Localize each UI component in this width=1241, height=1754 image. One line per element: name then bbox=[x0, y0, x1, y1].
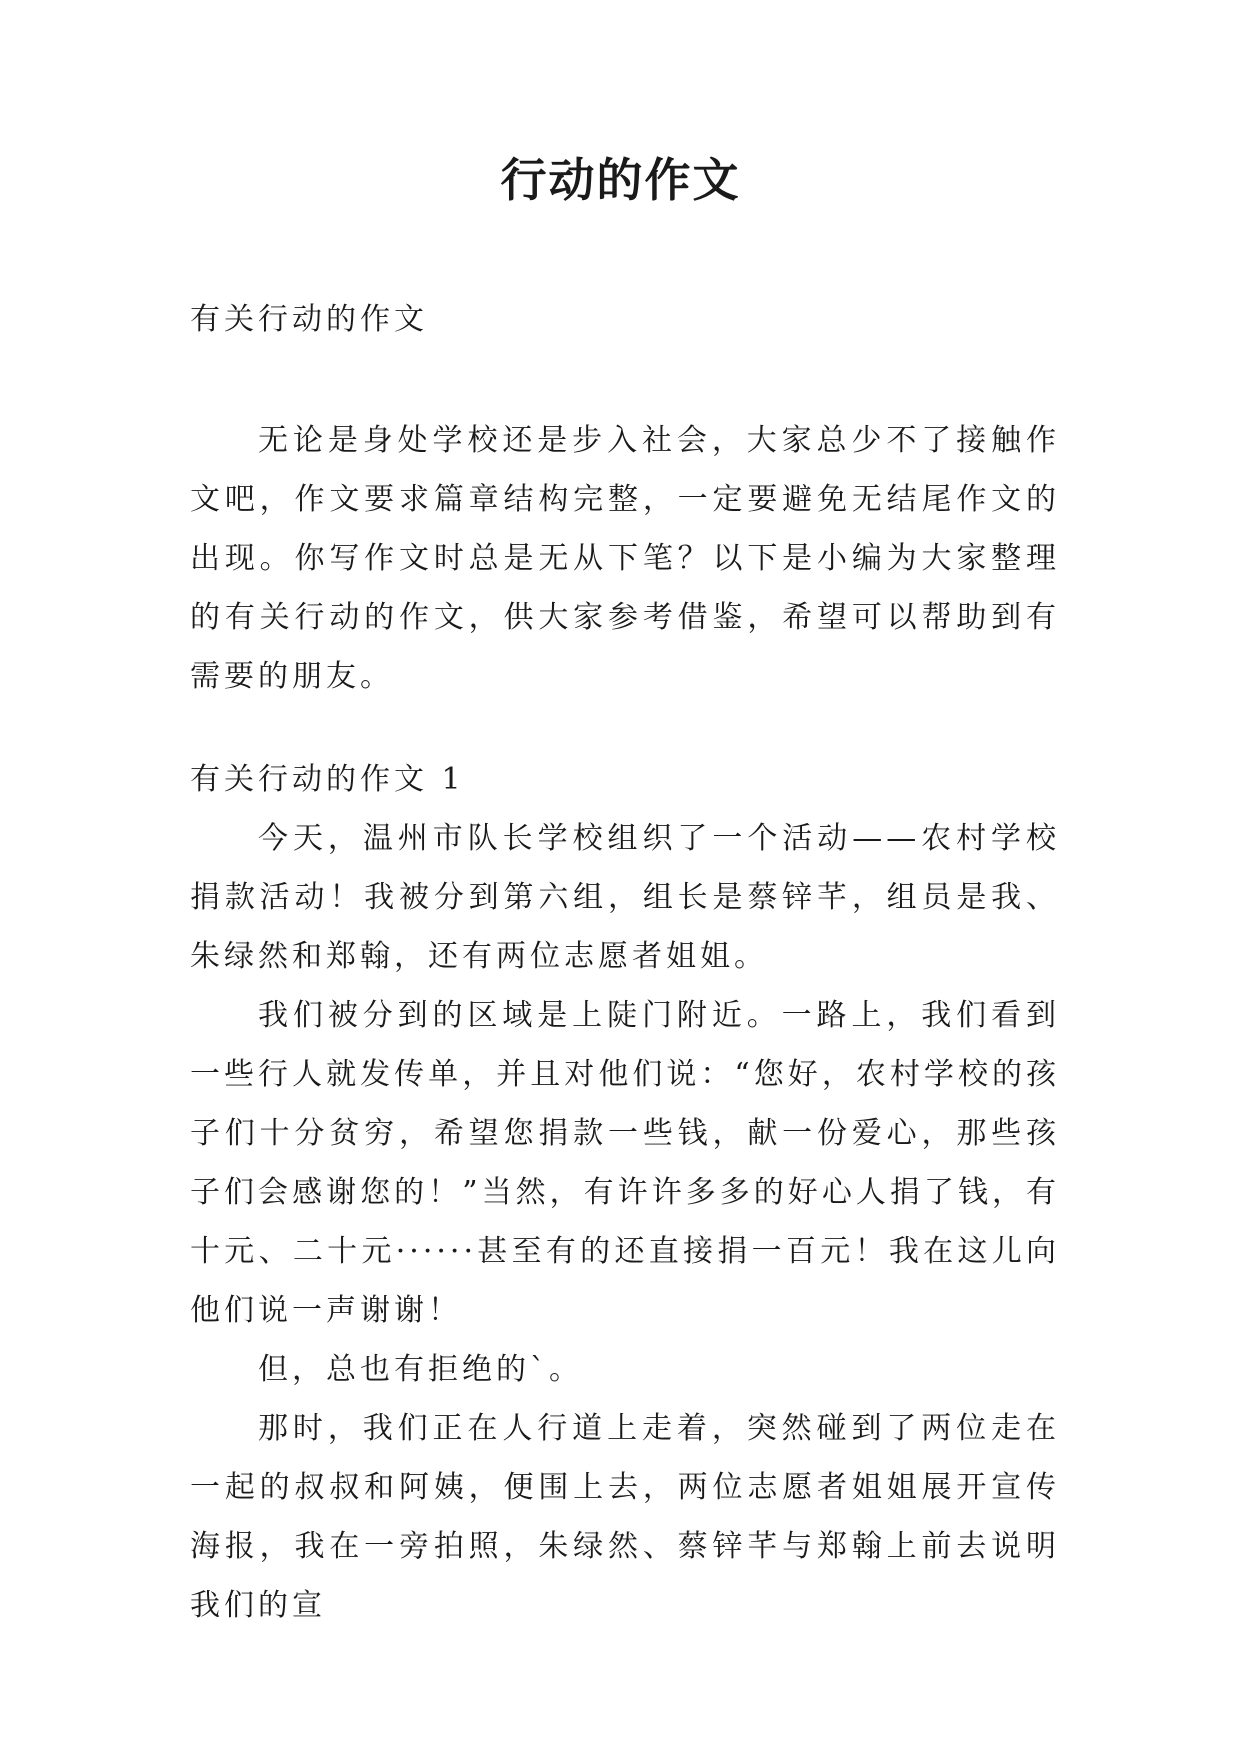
paragraph: 那时，我们正在人行道上走着，突然碰到了两位走在一起的叔叔和阿姨，便围上去，两位志愿者姐姐展开宣传海报，我在一旁拍照，朱绿然、蔡锌芊与郑翰上前去说明我们的宣 bbox=[190, 1411, 1060, 1623]
section-heading: 有关行动的作文 bbox=[190, 302, 428, 337]
section-1-heading: 有关行动的作文 1 bbox=[190, 762, 465, 797]
document-title: 行动的作文 bbox=[500, 153, 741, 207]
paragraph: 但，总也有拒绝的`。 bbox=[258, 1352, 583, 1387]
paragraph: 我们被分到的区域是上陡门附近。一路上，我们看到一些行人就发传单，并且对他们说：“您好，农村学校的孩子们十分贫穷，希望您捐款一些钱，献一份爱心，那些孩子们会感谢您的！”当然，有许许多多的好心人捐了钱，有十元、二十元······甚至有的还直接捐一百元！我在这儿向他们说一声谢谢！ bbox=[190, 998, 1060, 1328]
spacer bbox=[190, 706, 1060, 750]
intro-paragraph: 无论是身处学校还是步入社会，大家总少不了接触作文吧，作文要求篇章结构完整，一定要避免无结尾作文的出现。你写作文时总是无从下笔？以下是小编为大家整理的有关行动的作文，供大家参考借鉴，希望可以帮助到有需要的朋友。 bbox=[190, 423, 1060, 694]
paragraph: 今天，温州市队长学校组织了一个活动——农村学校捐款活动！我被分到第六组，组长是蔡锌芊，组员是我、朱绿然和郑翰，还有两位志愿者姐姐。 bbox=[190, 821, 1060, 974]
document-body bbox=[190, 290, 1060, 1635]
spacer bbox=[190, 349, 1060, 411]
